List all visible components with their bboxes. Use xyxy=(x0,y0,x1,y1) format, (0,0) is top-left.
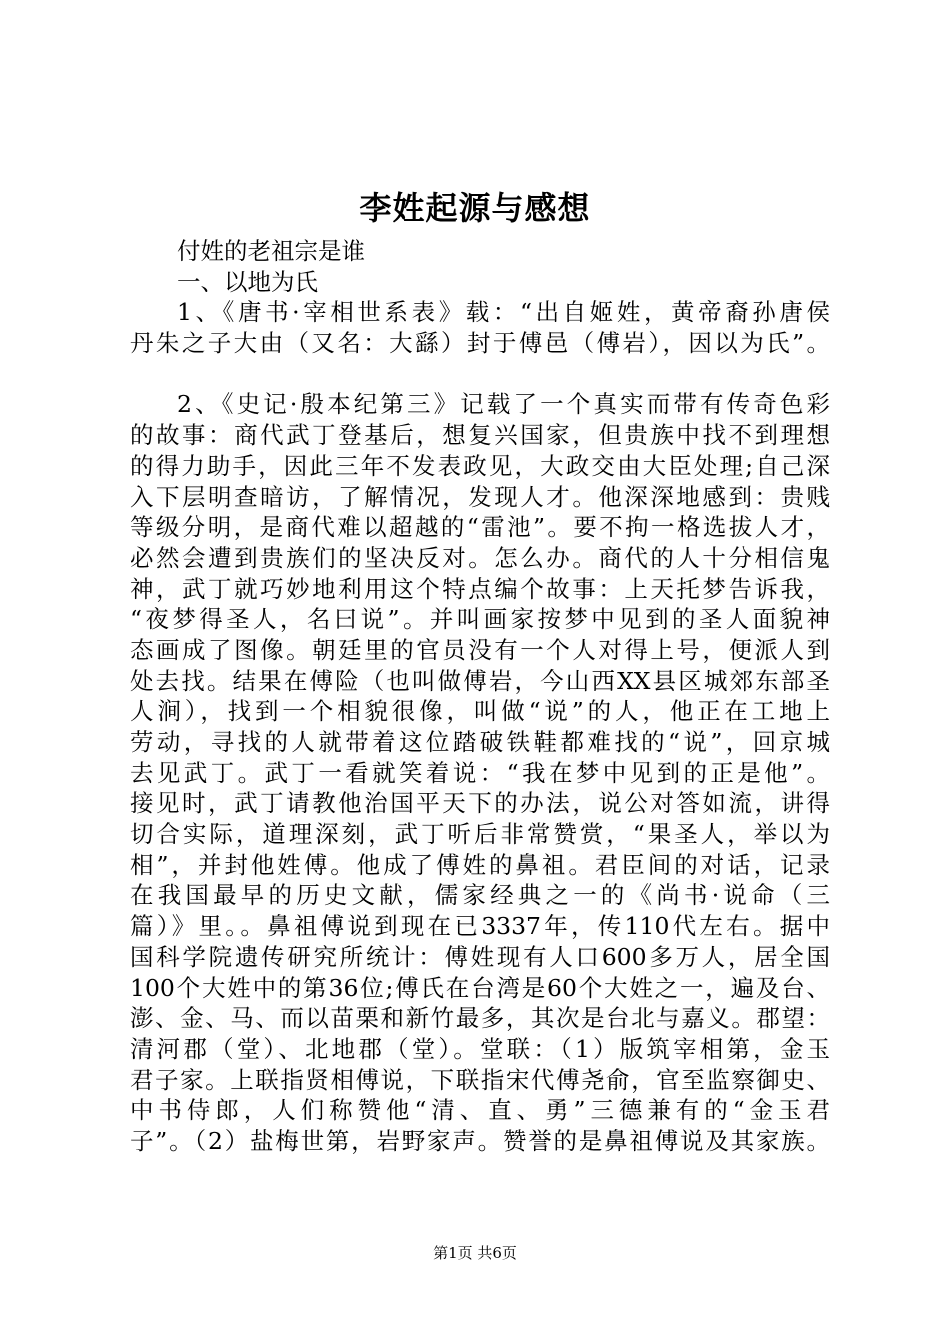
text-line: 劳动，寻找的人就带着这位踏破铁鞋都难找的“说”，回京城 xyxy=(130,728,830,756)
text-line: 去见武丁。武丁一看就笑着说：“我在梦中见到的正是他”。 xyxy=(130,758,830,787)
text-line: 的得力助手，因此三年不发表政见，大政交由大臣处理;自己深 xyxy=(130,451,830,480)
text-line: 100个大姓中的第36位;傅氏在台湾是60个大姓之一，遍及台、 xyxy=(130,973,830,1002)
text-line: 切合实际，道理深刻，武丁听后非常赞赏，“果圣人，举以为 xyxy=(130,820,830,849)
page-footer: 第1页 共6页 xyxy=(433,1244,517,1262)
text-line: 在我国最早的历史文献，儒家经典之一的《尚书·说命（三 xyxy=(130,881,830,910)
text-line: 入下层明查暗访，了解情况，发现人才。他深深地感到：贵贱 xyxy=(130,482,830,511)
text-line: 2、《史记·殷本纪第三》记载了一个真实而带有传奇色彩 xyxy=(177,390,830,419)
text-line: 相”，并封他姓傅。他成了傅姓的鼻祖。君臣间的对话，记录 xyxy=(130,850,830,879)
text-line: 人涧），找到一个相貌很像，叫做“说”的人，他正在工地上 xyxy=(130,697,830,726)
text-line: 国科学院遗传研究所统计：傅姓现有人口600多万人，居全国 xyxy=(130,942,830,971)
text-line: 篇）》里。。鼻祖傅说到现在已3337年，传110代左右。据中 xyxy=(130,912,830,941)
text-line: 丹朱之子大由（又名：大繇）封于傅邑（傅岩），因以为氏”。 xyxy=(130,329,830,358)
document-body xyxy=(130,236,830,1157)
paragraph-gap xyxy=(130,359,830,390)
text-line: “夜梦得圣人，名曰说”。并叫画家按梦中见到的圣人面貌神 xyxy=(130,605,830,634)
text-line: 必然会遭到贵族们的坚决反对。怎么办。商代的人十分相信鬼 xyxy=(130,543,830,572)
text-line: 处去找。结果在傅险（也叫做傅岩，今山西XX县区城郊东部圣 xyxy=(130,666,830,695)
text-line: 清河郡（堂）、北地郡（堂）。堂联：（1）版筑宰相第，金玉 xyxy=(130,1034,830,1063)
text-line: 澎、金、马、而以苗栗和新竹最多，其次是台北与嘉义。郡望： xyxy=(130,1004,830,1033)
text-line: 付姓的老祖宗是谁 xyxy=(177,237,365,265)
document-title: 李姓起源与感想 xyxy=(359,189,591,227)
text-line: 君子家。上联指贤相傅说，下联指宋代傅尧俞，官至监察御史、 xyxy=(130,1065,830,1094)
text-line: 子”。（2）盐梅世第，岩野家声。赞誉的是鼻祖傅说及其家族。 xyxy=(130,1126,830,1155)
text-line: 接见时，武丁请教他治国平天下的办法，说公对答如流，讲得 xyxy=(130,789,830,818)
text-line: 态画成了图像。朝廷里的官员没有一个人对得上号，便派人到 xyxy=(130,635,830,664)
text-line: 一、以地为氏 xyxy=(177,267,318,296)
text-line: 的故事：商代武丁登基后，想复兴国家，但贵族中找不到理想 xyxy=(130,421,830,450)
text-line: 1、《唐书·宰相世系表》载：“出自姬姓，黄帝裔孙唐侯 xyxy=(177,298,830,327)
text-line: 中书侍郎，人们称赞他“清、直、勇”三德兼有的“金玉君 xyxy=(130,1096,830,1125)
text-line: 等级分明，是商代难以超越的“雷池”。要不拘一格选拔人才， xyxy=(130,513,830,542)
text-line: 神，武丁就巧妙地利用这个特点编个故事：上天托梦告诉我， xyxy=(130,574,830,603)
